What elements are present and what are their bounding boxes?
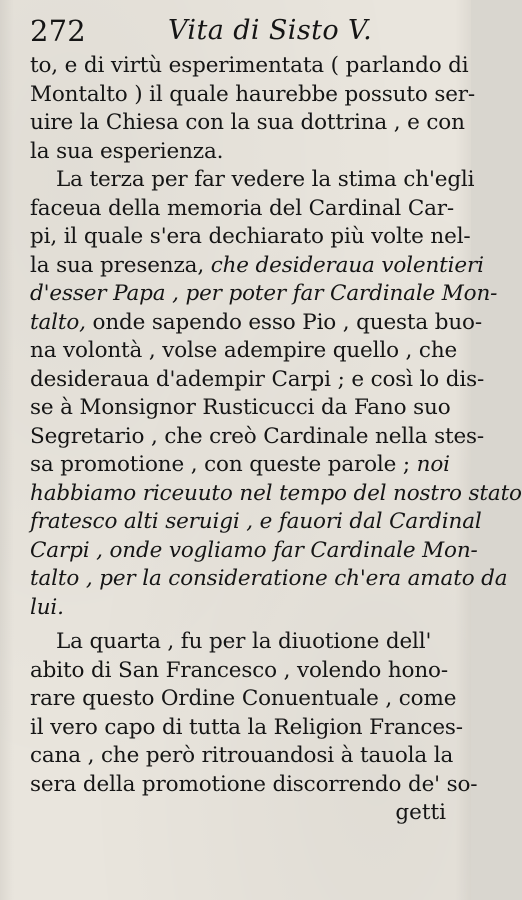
text-line — [30, 771, 478, 800]
line-text: La quarta , fu per la diuotione dell' — [56, 629, 432, 654]
text-line — [30, 451, 450, 480]
text-line — [30, 685, 457, 714]
line-text: abito di San Francesco , volendo hono- — [30, 657, 448, 683]
italic-quote-segment: noi — [410, 452, 450, 477]
line-text: fratesco alti seruigi , e fauori dal Cardinal — [30, 509, 482, 534]
line-text: faceua della memoria del Cardinal Car- — [30, 195, 455, 221]
text-line — [30, 366, 485, 395]
line-text: se à Monsignor Rusticucci da Fano suo — [30, 395, 451, 420]
text-line — [30, 714, 463, 743]
text-line — [30, 138, 450, 167]
text-line — [30, 166, 475, 195]
line-text: talto, — [30, 309, 86, 335]
line-text: na volontà , volse adempire quello , che — [30, 338, 458, 363]
text-line — [30, 423, 485, 452]
italic-quote-segment: che desideraua volentieri — [204, 252, 484, 278]
line-text: d'esser Papa , per poter far Cardinale Mon- — [30, 281, 498, 306]
line-text: La terza per far vedere la stima ch'egli — [56, 167, 475, 192]
text-line — [30, 195, 455, 224]
text-line — [30, 394, 450, 423]
text-line — [30, 508, 482, 537]
line-text: sa promotione , con queste parole ; — [30, 452, 410, 477]
line-text: desideraua d'adempir Carpi ; e così lo dis- — [30, 366, 485, 392]
text-line — [30, 657, 450, 686]
text-line — [30, 52, 469, 81]
line-text: cana , che però ritrouandosi à tauola la — [30, 743, 454, 768]
line-text: sera della promotione discorrendo de' so- — [30, 771, 478, 797]
text-line — [30, 742, 454, 771]
catchword: getti — [395, 800, 446, 825]
line-text: la sua presenza, — [30, 252, 205, 278]
line-text: to, e di virtù esperimentata ( parlando di — [30, 53, 469, 78]
text-line — [30, 565, 508, 594]
text-line — [30, 309, 482, 338]
line-text: il vero capo di tutta la Religion Frances- — [30, 714, 463, 740]
line-text: rare questo Ordine Conuentuale , come — [30, 686, 457, 711]
text-line — [30, 109, 465, 138]
line-text: la sua esperienza. — [30, 138, 224, 164]
line-text: pi, il quale s'era dechiarato più volte nel- — [30, 224, 471, 249]
line-text: Carpi , onde vogliamo far Cardinale Mon- — [30, 537, 478, 563]
text-line — [30, 628, 450, 657]
text-line — [30, 280, 498, 309]
line-text: Segretario , che creò Cardinale nella stes- — [30, 423, 485, 449]
text-line — [30, 223, 471, 252]
roman-segment: onde sapendo esso Pio , questa buo- — [85, 309, 482, 335]
text-line — [30, 252, 484, 281]
page-number: 272 — [30, 14, 86, 48]
text-line — [30, 480, 522, 509]
line-text: habbiamo riceuuto nel tempo del nostro stato — [30, 480, 522, 506]
running-head — [30, 14, 437, 48]
body-text — [30, 52, 522, 828]
line-text: lui. — [30, 594, 64, 620]
running-title: Vita di Sisto V. — [168, 15, 373, 46]
text-line — [30, 537, 478, 566]
text-line — [30, 81, 476, 110]
text-line — [30, 337, 458, 366]
text-line — [30, 594, 450, 623]
line-text: uire la Chiesa con la sua dottrina , e con — [30, 110, 465, 135]
line-text: talto , per la consideratione ch'era amato da — [30, 566, 508, 591]
line-text: Montalto ) il quale haurebbe possuto ser- — [30, 81, 476, 107]
